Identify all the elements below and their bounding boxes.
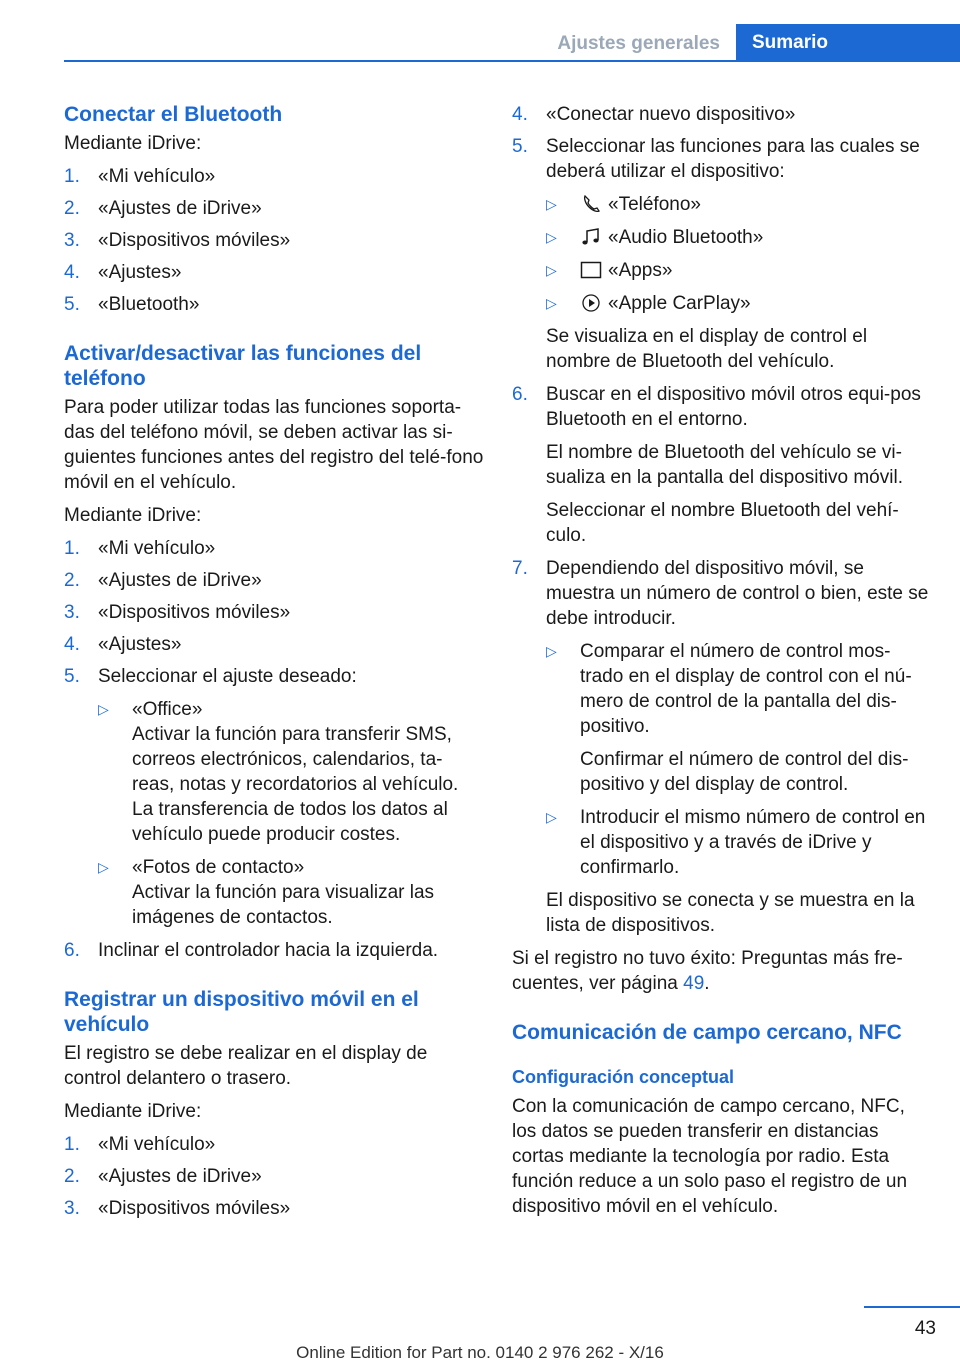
right-column	[512, 102, 932, 1227]
body-paragraph: El registro se debe realizar en el display de control delantero o trasero.	[64, 1043, 428, 1089]
sub-list	[546, 192, 932, 316]
body-paragraph: Con la comunicación de campo cercano, NFC, los datos se pueden transferir en distancias cortas mediante la tecnología por radio. Esta función reduce a un solo paso el registro de un dispositivo móvil en el vehículo.	[512, 1096, 908, 1217]
sub-list-item	[546, 258, 932, 283]
step-text: Inclinar el controlador hacia la izquierda.	[98, 940, 439, 961]
list-item	[64, 1164, 484, 1189]
steps-list	[64, 164, 484, 317]
step-text: «Ajustes de iDrive»	[98, 198, 262, 219]
step-text: «Conectar nuevo dispositivo»	[546, 104, 796, 125]
sub-list-item	[546, 192, 932, 217]
triangle-bullet-icon: ▷	[546, 643, 557, 659]
apps-icon	[580, 260, 602, 280]
sub-list	[98, 697, 484, 930]
steps-list	[64, 536, 484, 963]
step-text: «Ajustes»	[98, 634, 182, 655]
intro-text: Mediante iDrive:	[64, 1101, 202, 1122]
option-label: «Fotos de contacto»	[132, 857, 305, 878]
triangle-bullet-icon: ▷	[546, 262, 557, 278]
step-text: «Dispositivos móviles»	[98, 1198, 291, 1219]
list-item	[512, 382, 932, 548]
steps-list	[512, 102, 932, 938]
list-item	[64, 1196, 484, 1221]
option-description: Activar la función para visualizar las imágenes de contactos.	[132, 882, 435, 928]
step-number: 5.	[64, 666, 80, 687]
edition-text: Online Edition for Part no. 0140 2 976 262 - X/16	[296, 1343, 664, 1362]
option-description: Activar la función para transferir SMS, correos electrónicos, calendarios, ta‐reas, notas y recordatorios al vehículo. La transferencia de todos los datos al vehículo puede producir costes.	[132, 724, 459, 845]
sub-item-text: Introducir el mismo número de control en el dispositivo y a través de iDrive y confirmarlo.	[580, 807, 926, 878]
triangle-bullet-icon: ▷	[546, 229, 557, 245]
header-rule	[64, 60, 960, 62]
list-item	[512, 102, 932, 127]
triangle-bullet-icon: ▷	[546, 196, 557, 212]
step-number: 4.	[64, 262, 80, 283]
footer-rule	[864, 1306, 960, 1308]
list-item	[64, 600, 484, 625]
sub-list-item	[546, 291, 932, 316]
triangle-bullet-icon: ▷	[546, 295, 557, 311]
phone-icon	[580, 194, 602, 214]
list-item	[512, 134, 932, 374]
failure-text: Si el registro no tuvo éxito: Preguntas más fre‐cuentes, ver página	[512, 948, 903, 994]
section-title-phone-functions: Activar/desactivar las funciones del teléfono	[64, 342, 422, 390]
step-note: El nombre de Bluetooth del vehículo se vi‐sualiza en la pantalla del dispositivo móvil.	[546, 442, 903, 488]
step-text: «Mi vehículo»	[98, 538, 216, 559]
step-number: 1.	[64, 166, 80, 187]
function-label: «Audio Bluetooth»	[608, 227, 764, 248]
list-item	[64, 632, 484, 657]
list-item	[64, 1132, 484, 1157]
option-label: «Office»	[132, 699, 203, 720]
page-footer	[0, 1306, 960, 1362]
step-text: «Mi vehículo»	[98, 166, 216, 187]
sub-list-item	[546, 225, 932, 250]
step-number: 6.	[512, 384, 528, 405]
page-number: 43	[914, 1318, 936, 1339]
step-number: 5.	[64, 294, 80, 315]
list-item	[64, 664, 484, 930]
step-number: 2.	[64, 1166, 80, 1187]
step-number: 1.	[64, 1134, 80, 1155]
intro-text: Mediante iDrive:	[64, 505, 202, 526]
failure-note: Si el registro no tuvo éxito: Preguntas más fre‐cuentes, ver página 49.	[512, 948, 903, 994]
sub-item-text: Comparar el número de control mos‐trado en el display de control con el nú‐mero de control de la pantalla del dis‐positivo.	[580, 641, 912, 737]
sub-item-note: Confirmar el número de control del dis‐positivo y del display de control.	[580, 749, 909, 795]
step-note: El dispositivo se conecta y se muestra en la lista de dispositivos.	[546, 890, 915, 936]
sub-list	[546, 639, 932, 880]
step-text: «Mi vehículo»	[98, 1134, 216, 1155]
step-text: «Dispositivos móviles»	[98, 230, 291, 251]
triangle-bullet-icon: ▷	[98, 701, 109, 717]
step-text: Seleccionar las funciones para las cuales se deberá utilizar el dispositivo:	[546, 136, 920, 182]
step-text: «Bluetooth»	[98, 294, 200, 315]
header-tab[interactable]: Sumario	[736, 24, 960, 62]
sub-list-item	[98, 855, 484, 930]
list-item	[64, 196, 484, 221]
step-text: «Ajustes»	[98, 262, 182, 283]
list-item	[64, 228, 484, 253]
step-number: 4.	[512, 104, 528, 125]
header-section-title: Ajustes generales	[557, 33, 720, 54]
list-item	[512, 556, 932, 938]
function-label: «Apps»	[608, 260, 673, 281]
page-reference-link[interactable]: 49	[683, 973, 705, 994]
function-label: «Apple CarPlay»	[608, 293, 751, 314]
triangle-bullet-icon: ▷	[546, 809, 557, 825]
step-number: 2.	[64, 570, 80, 591]
list-item	[64, 164, 484, 189]
step-number: 4.	[64, 634, 80, 655]
sub-list-item	[546, 639, 932, 797]
step-number: 3.	[64, 230, 80, 251]
music-note-icon	[580, 227, 602, 247]
step-number: 2.	[64, 198, 80, 219]
step-text: «Ajustes de iDrive»	[98, 570, 262, 591]
intro-text: Mediante iDrive:	[64, 133, 202, 154]
section-title-register-device: Registrar un dispositivo móvil en el vehículo	[64, 988, 419, 1036]
list-item	[64, 536, 484, 561]
list-item	[64, 260, 484, 285]
sub-list-item	[546, 805, 932, 880]
step-number: 1.	[64, 538, 80, 559]
list-item	[64, 938, 484, 963]
step-number: 3.	[64, 1198, 80, 1219]
function-label: «Teléfono»	[608, 194, 701, 215]
step-number: 5.	[512, 136, 528, 157]
section-title-nfc: Comunicación de campo cercano, NFC	[512, 1021, 902, 1044]
left-column	[64, 102, 484, 1229]
step-text: Dependiendo del dispositivo móvil, se muestra un número de control o bien, este se debe introducir.	[546, 558, 929, 629]
triangle-bullet-icon: ▷	[98, 859, 109, 875]
step-note: Seleccionar el nombre Bluetooth del vehí‐culo.	[546, 500, 899, 546]
step-text: Buscar en el dispositivo móvil otros equi‐pos Bluetooth en el entorno.	[546, 384, 921, 430]
subsection-title: Configuración conceptual	[512, 1067, 735, 1087]
step-text: «Dispositivos móviles»	[98, 602, 291, 623]
step-text: Seleccionar el ajuste deseado:	[98, 666, 357, 687]
page-header	[64, 24, 960, 62]
step-number: 6.	[64, 940, 80, 961]
step-text: «Ajustes de iDrive»	[98, 1166, 262, 1187]
step-note: Se visualiza en el display de control el nombre de Bluetooth del vehículo.	[546, 326, 868, 372]
list-item	[64, 568, 484, 593]
steps-list	[64, 1132, 484, 1221]
sub-list-item	[98, 697, 484, 847]
step-number: 7.	[512, 558, 528, 579]
step-number: 3.	[64, 602, 80, 623]
carplay-icon	[580, 293, 602, 313]
body-paragraph: Para poder utilizar todas las funciones soporta‐das del teléfono móvil, se deben activar las si‐guientes funciones antes del registro del telé‐fono móvil en el vehículo.	[64, 397, 484, 493]
section-title-bluetooth: Conectar el Bluetooth	[64, 103, 283, 126]
list-item	[64, 292, 484, 317]
